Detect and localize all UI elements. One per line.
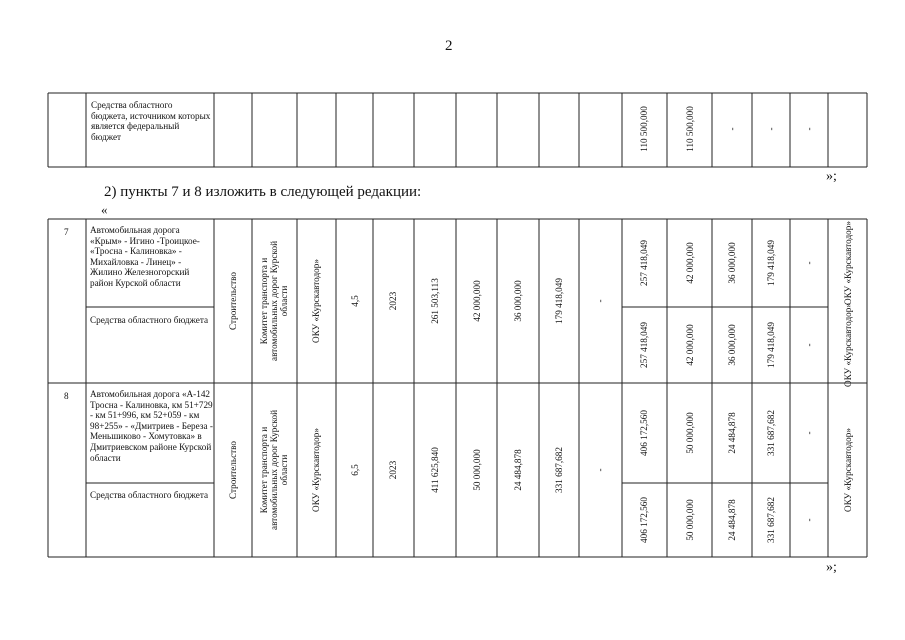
row7-funds-label: Средства областного бюджета — [90, 315, 209, 325]
closing-quote-2: »; — [826, 560, 837, 575]
row7-number: 7 — [64, 227, 69, 237]
top-row-label: Средства областного бюджета, источником которых является федеральный бюджет — [91, 100, 211, 142]
closing-quote-1: »; — [826, 169, 837, 184]
opening-quote: « — [101, 202, 108, 217]
row8-number: 8 — [64, 391, 69, 401]
row8-road-name: Автомобильная дорога «А-142 Тросна - Калиновка, км 51+729 - км 51+996, км 52+059 - км 98+255» - «Дмитриев - Береза - Меньшиково - Хомутовка» в Дмитриевском районе Курской области — [90, 389, 213, 463]
section-heading: 2) пункты 7 и 8 изложить в следующей редакции: — [104, 184, 422, 200]
row8-funds-label: Средства областного бюджета — [90, 490, 209, 500]
page-number: 2 — [445, 38, 453, 54]
row7-road-name: Автомобильная дорога «Крым» - Игино -Троицкое- «Тросна - Калиновка» - Михайловка - Линец» - Жилино Железногорский район Курской области — [90, 225, 200, 288]
